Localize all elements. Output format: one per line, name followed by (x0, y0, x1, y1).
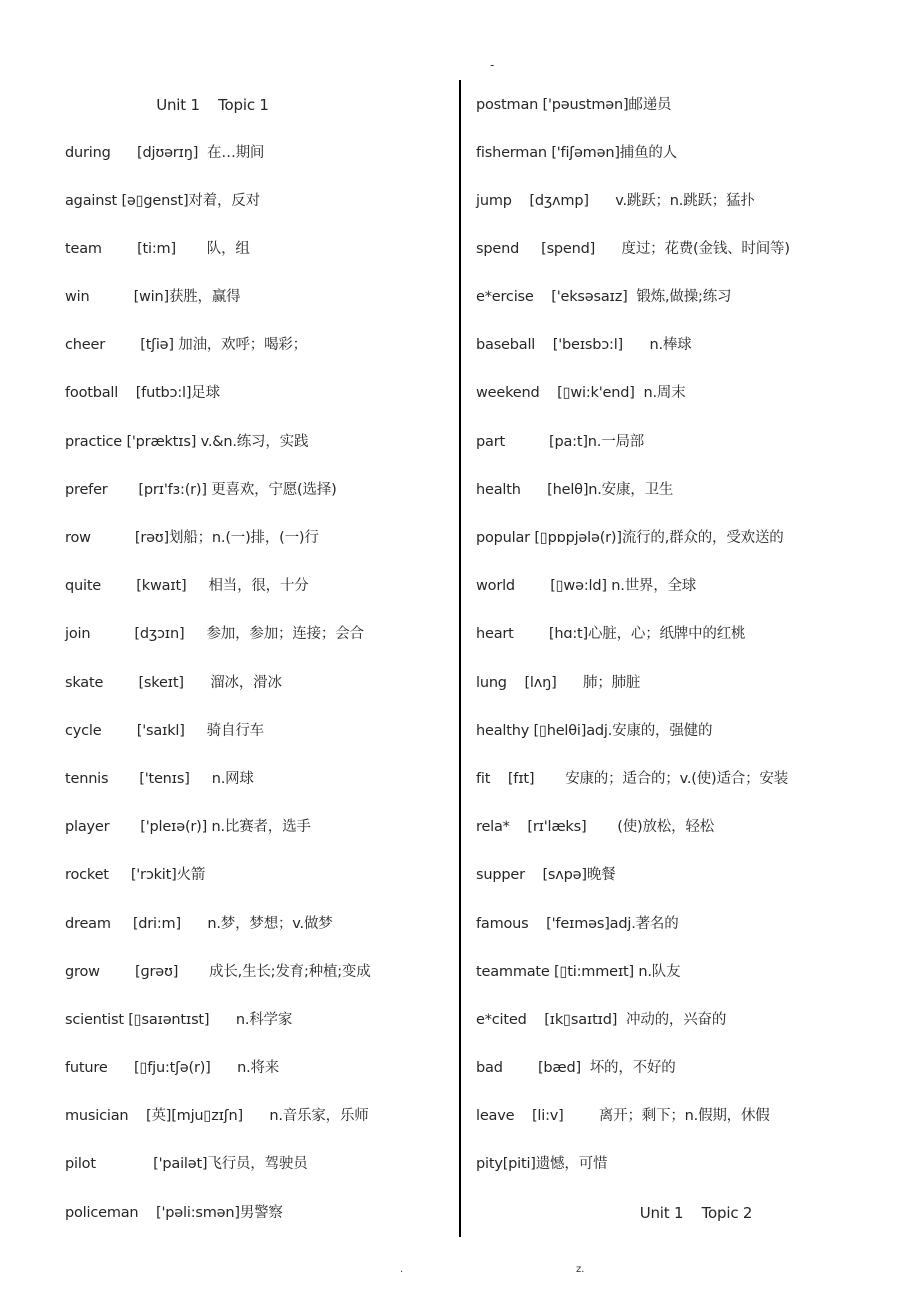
vocab-entry: health [helθ]n.安康，卫生 (476, 482, 674, 498)
vocab-entry: tennis ['tenɪs] n.网球 (65, 771, 254, 787)
vocab-entry: e*cited [ɪk▯saɪtɪd] 冲动的，兴奋的 (476, 1012, 727, 1028)
vocab-entry: practice ['præktɪs] v.&n.练习，实践 (65, 434, 309, 450)
unit-heading-topic-1: Unit 1 Topic 1 (156, 96, 269, 114)
vocab-entry: win [win]获胜，赢得 (65, 289, 241, 305)
vocab-entry: musician [英][mju▯zɪʃn] n.音乐家，乐师 (65, 1108, 369, 1124)
vocab-entry: lung [lʌŋ] 肺；肺脏 (476, 675, 641, 691)
vocab-entry: part [pa:t]n.一局部 (476, 434, 645, 450)
footer-left-mark: . (400, 1264, 404, 1275)
vocab-entry: player ['pleɪə(r)] n.比赛者，选手 (65, 819, 311, 835)
vocab-entry: postman ['pəustmən]邮递员 (476, 97, 672, 113)
vocab-entry: healthy [▯helθi]adj.安康的，强健的 (476, 723, 713, 739)
vocab-entry: fit [fɪt] 安康的；适合的；v.(使)适合；安装 (476, 771, 788, 787)
vocab-entry: leave [li:v] 离开；剩下；n.假期，休假 (476, 1108, 770, 1124)
vocab-entry: pilot ['pailət]飞行员，驾驶员 (65, 1156, 308, 1172)
vocab-entry: football [futbɔ:l]足球 (65, 385, 220, 401)
vocab-entry: future [▯fju:tʃə(r)] n.将来 (65, 1060, 280, 1076)
vocab-entry: row [rəʊ]划船；n.(一)排，(一)行 (65, 530, 319, 546)
vocab-entry: dream [dri:m] n.梦，梦想；v.做梦 (65, 916, 333, 932)
vocab-entry: bad [bæd] 坏的，不好的 (476, 1060, 676, 1076)
vocab-entry: supper [sʌpə]晚餐 (476, 867, 616, 883)
vocab-entry: prefer [prɪ'fɜ:(r)] 更喜欢，宁愿(选择) (65, 482, 337, 498)
vocab-entry: famous ['feɪməs]adj.著名的 (476, 916, 679, 932)
top-mark: - (490, 58, 495, 72)
vocab-entry: join [dʒɔɪn] 参加，参加；连接；会合 (65, 626, 364, 642)
vocab-entry: fisherman ['fiʃəmən]捕鱼的人 (476, 145, 677, 161)
vocab-entry: spend [spend] 度过；花费(金钱、时间等) (476, 241, 790, 257)
vocab-entry: weekend [▯wi:k'end] n.周末 (476, 385, 686, 401)
vocab-entry: during [djʊərɪŋ] 在…期间 (65, 145, 265, 161)
vocab-entry: grow [ɡrəʊ] 成长,生长;发育;种植;变成 (65, 964, 371, 980)
footer-right-mark: z. (576, 1264, 585, 1275)
vocab-entry: cheer [tʃiə] 加油，欢呼；喝彩； (65, 337, 307, 353)
vocab-entry: popular [▯pɒpjələ(r)]流行的,群众的，受欢送的 (476, 530, 784, 546)
vocab-entry: heart [hɑ:t]心脏，心；纸牌中的红桃 (476, 626, 746, 642)
vocab-entry: rocket ['rɔkit]火箭 (65, 867, 206, 883)
vocab-entry: teammate [▯ti:mmeɪt] n.队友 (476, 964, 681, 980)
vocab-entry: quite [kwaɪt] 相当，很，十分 (65, 578, 309, 594)
vocab-entry: cycle ['saɪkl] 骑自行车 (65, 723, 264, 739)
vocab-entry: against [ə▯genst]对着，反对 (65, 193, 260, 209)
vocab-entry: rela* [rɪ'læks] (使)放松，轻松 (476, 819, 715, 835)
vocab-entry: world [▯wə:ld] n.世界，全球 (476, 578, 697, 594)
vocab-entry: e*ercise ['eksəsaɪz] 锻炼,做操;练习 (476, 289, 732, 305)
vocab-entry: skate [skeɪt] 溜冰，滑冰 (65, 675, 282, 691)
vocab-entry: team [ti:m] 队，组 (65, 241, 250, 257)
vocab-entry: policeman ['pəli:smən]男警察 (65, 1205, 283, 1221)
vocab-entry: pity[piti]遗憾，可惜 (476, 1156, 608, 1172)
vocab-entry: scientist [▯saɪəntɪst] n.科学家 (65, 1012, 293, 1028)
column-divider (459, 80, 461, 1237)
vocab-entry: jump [dʒʌmp] v.跳跃；n.跳跃；猛扑 (476, 193, 755, 209)
unit-heading-topic-2: Unit 1 Topic 2 (639, 1204, 753, 1222)
vocab-entry: baseball ['beɪsbɔ:l] n.棒球 (476, 337, 692, 353)
